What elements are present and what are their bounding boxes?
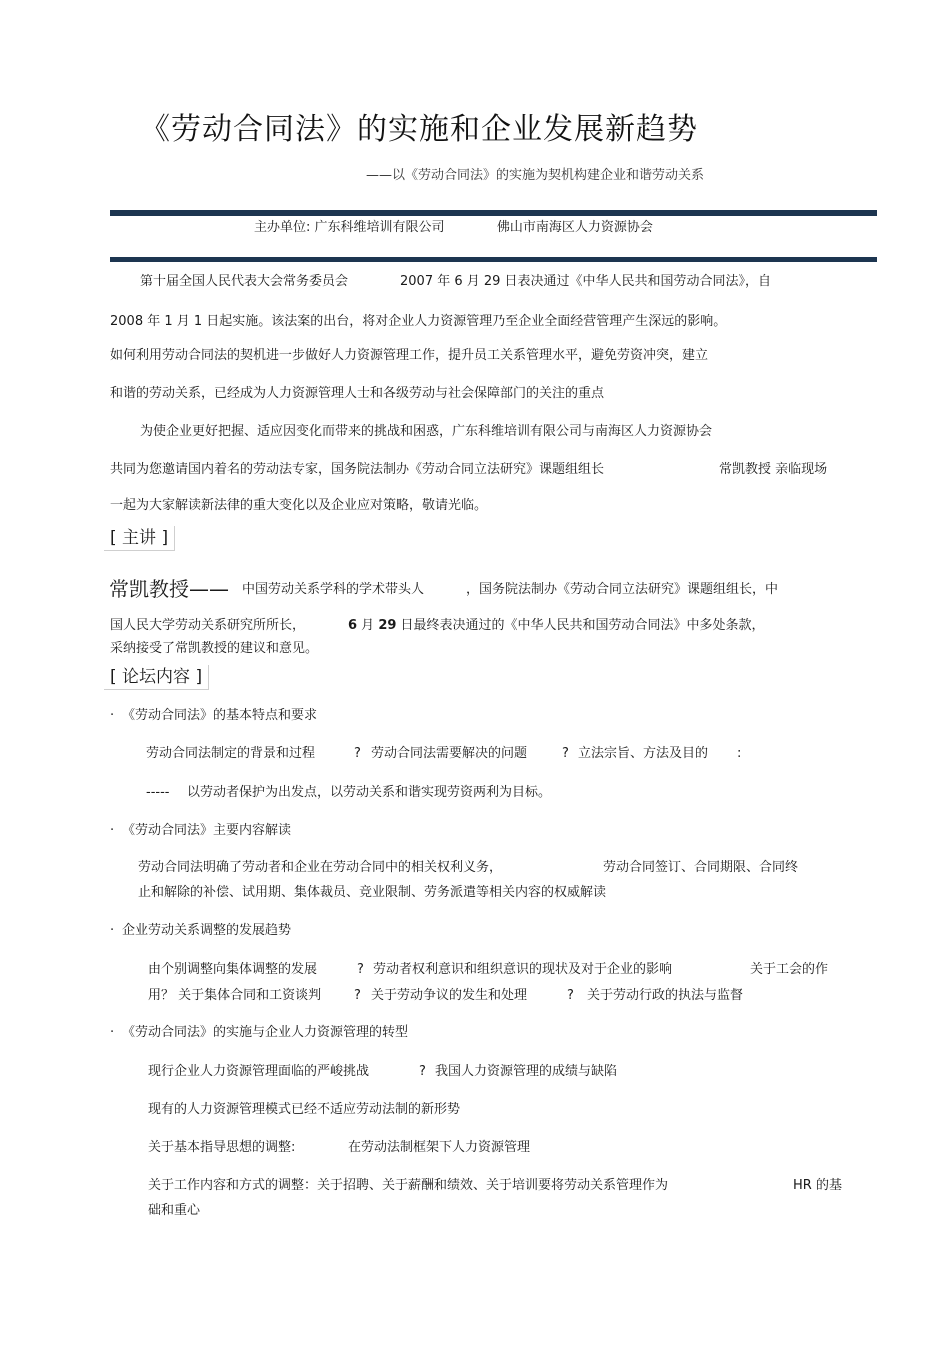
lecturer-desc-b: ，国务院法制办《劳动合同立法研究》课题组组长，中 [466,582,779,597]
item1-dash: ----- [146,785,170,800]
item3-q1: ? [357,962,364,977]
item1-c: 立法宗旨、方法及目的 [578,746,709,761]
intro-p1-e: 和谐的劳动关系，已经成为人力资源管理人士和各级劳动与社会保障部门的关注的重点 [110,386,605,401]
date-mid: 月 [357,618,379,633]
date-month: 6 [348,618,358,633]
item4-b: 我国人力资源管理的成绩与缺陷 [435,1064,618,1079]
item3-q3: ? [567,988,574,1003]
item3-f: 关于劳动行政的执法与监督 [587,988,744,1003]
lecturer-desc-c: 国人民大学劳动关系研究所所长， [110,618,306,633]
bottom-divider [110,257,877,262]
item2-b: 劳动合同签订、合同期限、合同终 [603,860,799,875]
item1-colon: : [737,746,742,761]
intro-p2-b: 共同为您邀请国内着名的劳动法专家，国务院法制办《劳动合同立法研究》课题组组长 [110,462,605,477]
item3-a: 由个别调整向集体调整的发展 [148,962,318,977]
lecturer-desc-a: 中国劳动关系学科的学术带头人 [242,582,425,597]
item4-a: 现行企业人力资源管理面临的严峻挑战 [148,1064,370,1079]
item4-g: HR 的基 [793,1178,842,1193]
intro-p1-b: 2007 年 6 月 29 日表决通过《中华人民共和国劳动合同法》，自 [400,274,772,289]
item3-b: 劳动者权利意识和组织意识的现状及对于企业的影响 [373,962,673,977]
bullet-2: · [110,823,115,838]
item1-q2: ? [562,746,569,761]
host-label: 主办单位: [254,220,311,235]
item1-a: 劳动合同法制定的背景和过程 [146,746,316,761]
item4-e: 在劳动法制框架下人力资源管理 [348,1140,531,1155]
content-section-label: [ 论坛内容 ] [104,665,209,690]
lecturer-desc-d [348,617,765,635]
lecturer-name: 常凯教授—— [109,577,229,601]
page-subtitle: ——以《劳动合同法》的实施为契机构建企业和谐劳动关系 [366,168,705,183]
item4-f: 关于工作内容和方式的调整：关于招聘、关于薪酬和绩效、关于培训要将劳动关系管理作为 [148,1178,669,1193]
host-org-1: 广东科维培训有限公司 [314,220,445,235]
item1-q1: ? [354,746,361,761]
item2-c: 止和解除的补偿、试用期、集体裁员、竞业限制、劳务派遣等相关内容的权威解读 [138,885,607,900]
host-line [254,219,653,237]
item3-d: 用？ 关于集体合同和工资谈判 [148,988,322,1003]
item2-title: 《劳动合同法》主要内容解读 [122,823,292,838]
page-title: 《劳动合同法》的实施和企业发展新趋势 [140,112,698,147]
item4-d: 关于基本指导思想的调整: [148,1140,296,1155]
bullet-1: · [110,708,115,723]
lecturer-desc-d-rest: 日最终表决通过的《中华人民共和国劳动合同法》中多处条款， [396,618,765,633]
intro-p1-c: 2008 年 1 月 1 日起实施。该法案的出台，将对企业人力资源管理乃至企业全面经营管理产生深远的影响。 [110,314,727,329]
intro-p1-d: 如何利用劳动合同法的契机进一步做好人力资源管理工作，提升员工关系管理水平，避免劳资冲突，建立 [110,348,709,363]
item4-title: 《劳动合同法》的实施与企业人力资源管理的转型 [122,1025,409,1040]
bullet-3: · [110,923,115,938]
top-divider [110,210,877,216]
intro-p1-a: 第十届全国人民代表大会常务委员会 [140,274,349,289]
item4-q1: ? [419,1064,426,1079]
intro-p2-d: 一起为大家解读新法律的重大变化以及企业应对策略，敬请光临。 [110,498,488,513]
bullet-4: · [110,1025,115,1040]
item3-c: 关于工会的作 [750,962,829,977]
intro-p2-c: 常凯教授 亲临现场 [719,462,828,477]
item4-h: 础和重心 [148,1203,201,1218]
lecturer-desc-e: 采纳接受了常凯教授的建议和意见。 [110,641,319,656]
item3-q2: ? [354,988,361,1003]
lecturer-section-label: [ 主讲 ] [104,526,175,551]
item1-b: 劳动合同法需要解决的问题 [371,746,528,761]
host-org-2: 佛山市南海区人力资源协会 [496,220,653,235]
item1-title: 《劳动合同法》的基本特点和要求 [122,708,318,723]
item1-d: 以劳动者保护为出发点，以劳动关系和谐实现劳资两利为目标。 [187,785,552,800]
item2-a: 劳动合同法明确了劳动者和企业在劳动合同中的相关权利义务， [138,860,503,875]
item3-title: 企业劳动关系调整的发展趋势 [122,923,292,938]
item3-e: 关于劳动争议的发生和处理 [371,988,528,1003]
date-day: 29 [378,618,397,633]
intro-p2-a: 为使企业更好把握、适应因变化而带来的挑战和困惑，广东科维培训有限公司与南海区人力资源协会 [140,424,713,439]
item4-c: 现有的人力资源管理模式已经不适应劳动法制的新形势 [148,1102,461,1117]
